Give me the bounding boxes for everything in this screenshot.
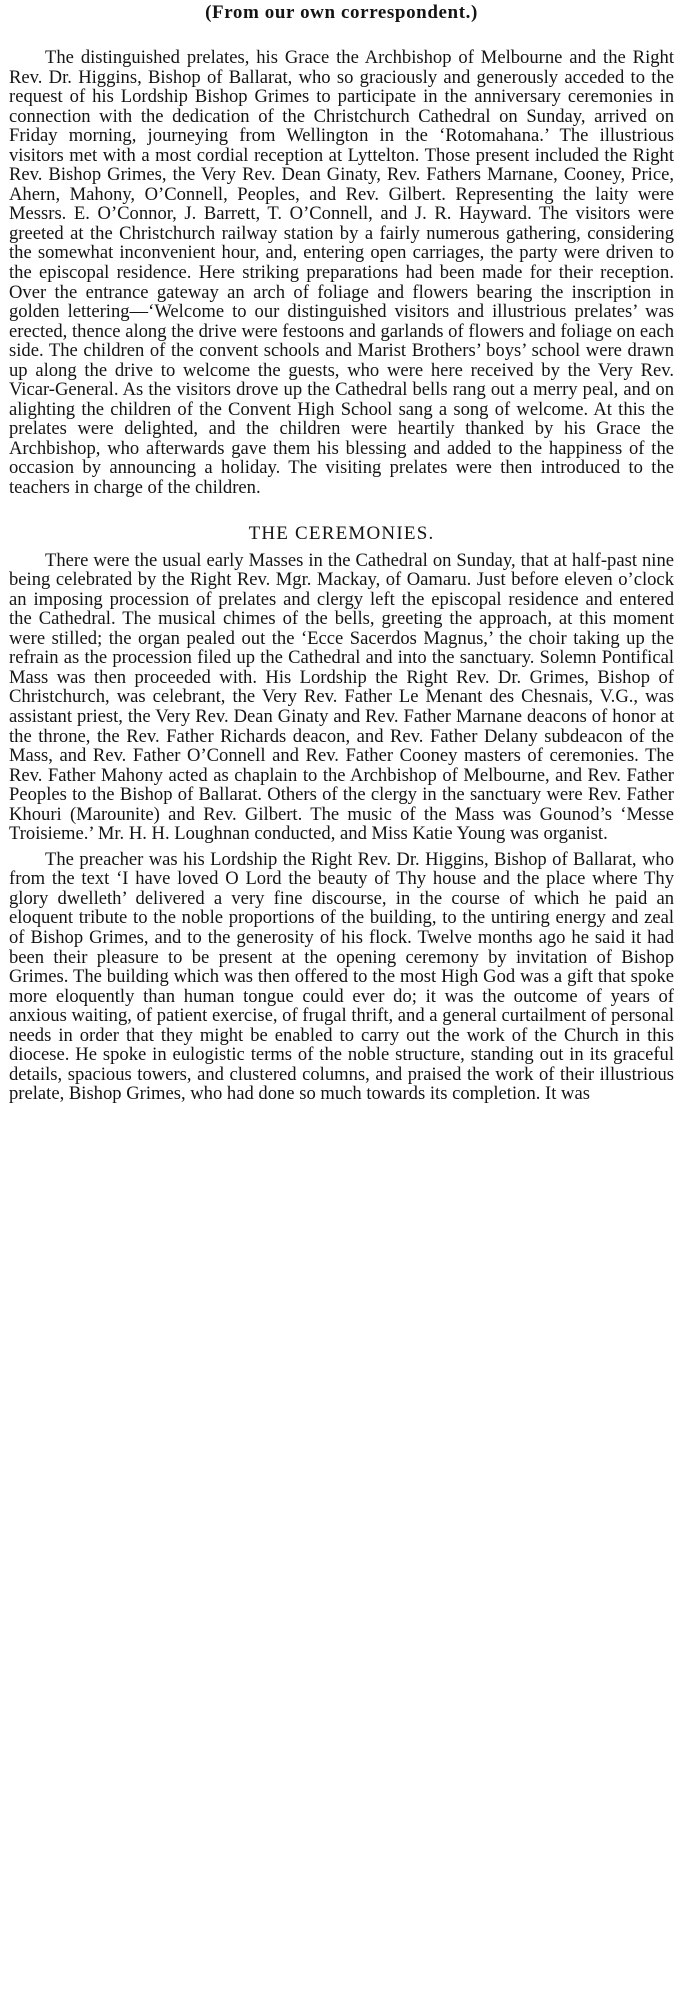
byline: (From our own correspondent.) xyxy=(205,2,478,23)
section-heading: THE CEREMONIES. xyxy=(248,522,435,544)
ceremonies-paragraph: There were the usual early Masses in the Cathedral on Sunday, that at half-past nine being celebrated by the Right Rev. Mgr. Mackay, of Oamaru. Just before eleven o’clock an imposing procession of prelates and clergy left the episcopal residence and entered the Cathedral. The musical chimes of the bells, greeting the approach, at this moment were stilled; the organ pealed out the ‘Ecce Sacerdos Magnus,’ the choir taking up the refrain as the procession filed up the Cathedral and into the sanctuary. Solemn Pontifical Mass was then proceeded with. His Lordship the Right Rev. Dr. Grimes, Bishop of Christchurch, was celebrant, the Very Rev. Father Le Menant des Chesnais, V.G., was assistant priest, the Very Rev. Dean Ginaty and Rev. Father Marnane deacons of honor at the throne, the Rev. Father Richards deacon, and Rev. Father Delany subdeacon of the Mass, and Rev. Father O’Connell and Rev. Father Cooney masters of ceremonies. The Rev. Father Mahony acted as chaplain to the Archbishop of Melbourne, and Rev. Father Peoples to the Bishop of Ballarat. Others of the clergy in the sanctuary were Rev. Father Khouri (Marounite) and Rev. Gilbert. The music of the Mass was Gounod’s ‘Messe Troisieme.’ Mr. H. H. Loughnan conducted, and Miss Katie Young was organist. xyxy=(9,549,674,845)
preacher-paragraph: The preacher was his Lordship the Right Rev. Dr. Higgins, Bishop of Ballarat, who from the text ‘I have loved O Lord the beauty of Thy house and the place where Thy glory dwelleth’ delivered a very fine discourse, in the course of which he paid an eloquent tribute to the noble proportions of the building, to the untiring energy and zeal of Bishop Grimes, and to the generosity of his flock. Twelve months ago he said it had been their pleasure to be present at the opening ceremony by invitation of Bishop Grimes. The building which was then offered to the most High God was a gift that spoke more eloquently than human tongue could ever do; it was the outcome of years of anxious waiting, of patient exercise, of frugal thrift, and a general curtailment of personal needs in order that they might be enabled to carry out the work of the Church in this diocese. He spoke in eulogistic terms of the noble structure, standing out in its graceful details, spacious towers, and clustered columns, and praised the work of their illustrious prelate, Bishop Grimes, who had done so much towards its completion. It was xyxy=(9,848,674,1105)
intro-paragraph: The distinguished prelates, his Grace the Archbishop of Melbourne and the Right Rev. Dr. Higgins, Bishop of Ballarat, who so graciously and generously acceded to the request of his Lordship Bishop Grimes to participate in the anniversary ceremonies in connection with the dedication of the Christchurch Cathedral on Sunday, arrived on Friday morning, journeying from Wellington in the ‘Rotomahana.’ The illustrious visitors met with a most cordial reception at Lyttelton. Those present included the Right Rev. Bishop Grimes, the Very Rev. Dean Ginaty, Rev. Fathers Marnane, Cooney, Price, Ahern, Mahony, O’Connell, Peoples, and Rev. Gilbert. Representing the laity were Messrs. E. O’Connor, J. Barrett, T. O’Connell, and J. R. Hayward. The visitors were greeted at the Christchurch railway station by a fairly numerous gathering, considering the somewhat inconvenient hour, and, entering open carriages, the party were driven to the episcopal residence. Here striking preparations had been made for their reception. Over the entrance gateway an arch of foliage and flowers bearing the inscription in golden lettering—‘Welcome to our distinguished visitors and illustrious prelates’ was erected, thence along the drive were festoons and garlands of flowers and foliage on each side. The children of the convent schools and Marist Brothers’ boys’ school were drawn up along the drive to welcome the guests, who were here received by the Very Rev. Vicar-General. As the visitors drove up the Cathedral bells rang out a merry peal, and on alighting the children of the Convent High School sang a song of welcome. At this the prelates were delighted, and the children were heartily thanked by his Grace the Archbishop, who afterwards gave them his blessing and added to the happiness of the occasion by announcing a holiday. The visiting prelates were then introduced to the teachers in charge of the children. xyxy=(9,47,674,499)
